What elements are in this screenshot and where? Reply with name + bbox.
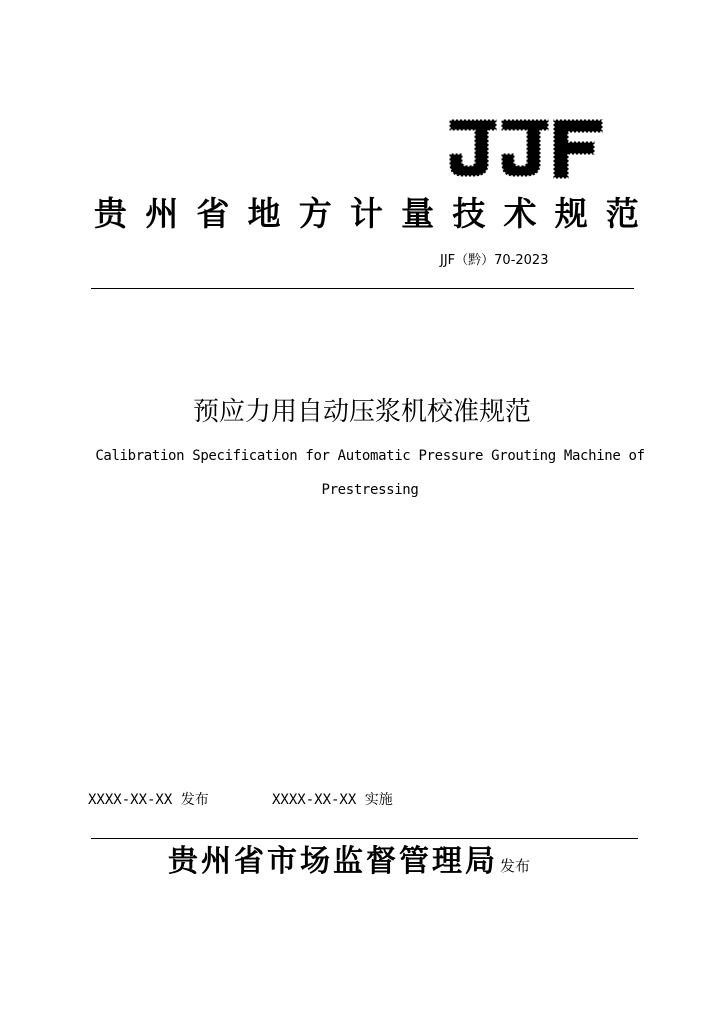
series-title-char: 贵 — [94, 194, 127, 233]
series-title-char: 规 — [554, 194, 588, 233]
series-title — [94, 192, 639, 236]
issuer-suffix: 发布 — [500, 857, 531, 875]
series-title-char: 计 — [349, 194, 383, 233]
header-divider — [91, 288, 634, 289]
series-title-char: 省 — [196, 194, 230, 233]
series-title-char: 州 — [145, 194, 179, 233]
document-number: JJF（黔）70-2023 — [440, 253, 549, 268]
series-title-char: 术 — [503, 194, 537, 233]
series-title-char: 范 — [605, 194, 639, 233]
footer-divider — [91, 838, 638, 839]
series-title-char: 地 — [247, 194, 281, 233]
logo-letter-j1 — [450, 120, 496, 176]
issuer — [168, 842, 530, 882]
effective-date: XXXX-XX-XX 实施 — [272, 792, 393, 808]
series-title-char: 方 — [298, 194, 332, 233]
issuer-name: 贵州省市场监督管理局 — [168, 844, 498, 879]
title-english-line1: Calibration Specification for Automatic Pressure Grouting Machine of — [95, 448, 645, 464]
series-title-char: 技 — [452, 194, 486, 233]
series-title-char: 量 — [401, 194, 435, 233]
title-chinese: 预应力用自动压浆机校准规范 — [192, 397, 531, 427]
jjf-logo — [448, 118, 604, 180]
release-date: XXXX-XX-XX 发布 — [88, 792, 209, 808]
title-english-line2: Prestressing — [321, 482, 419, 498]
logo-letter-j2 — [502, 120, 548, 176]
logo-letter-f — [554, 120, 602, 178]
